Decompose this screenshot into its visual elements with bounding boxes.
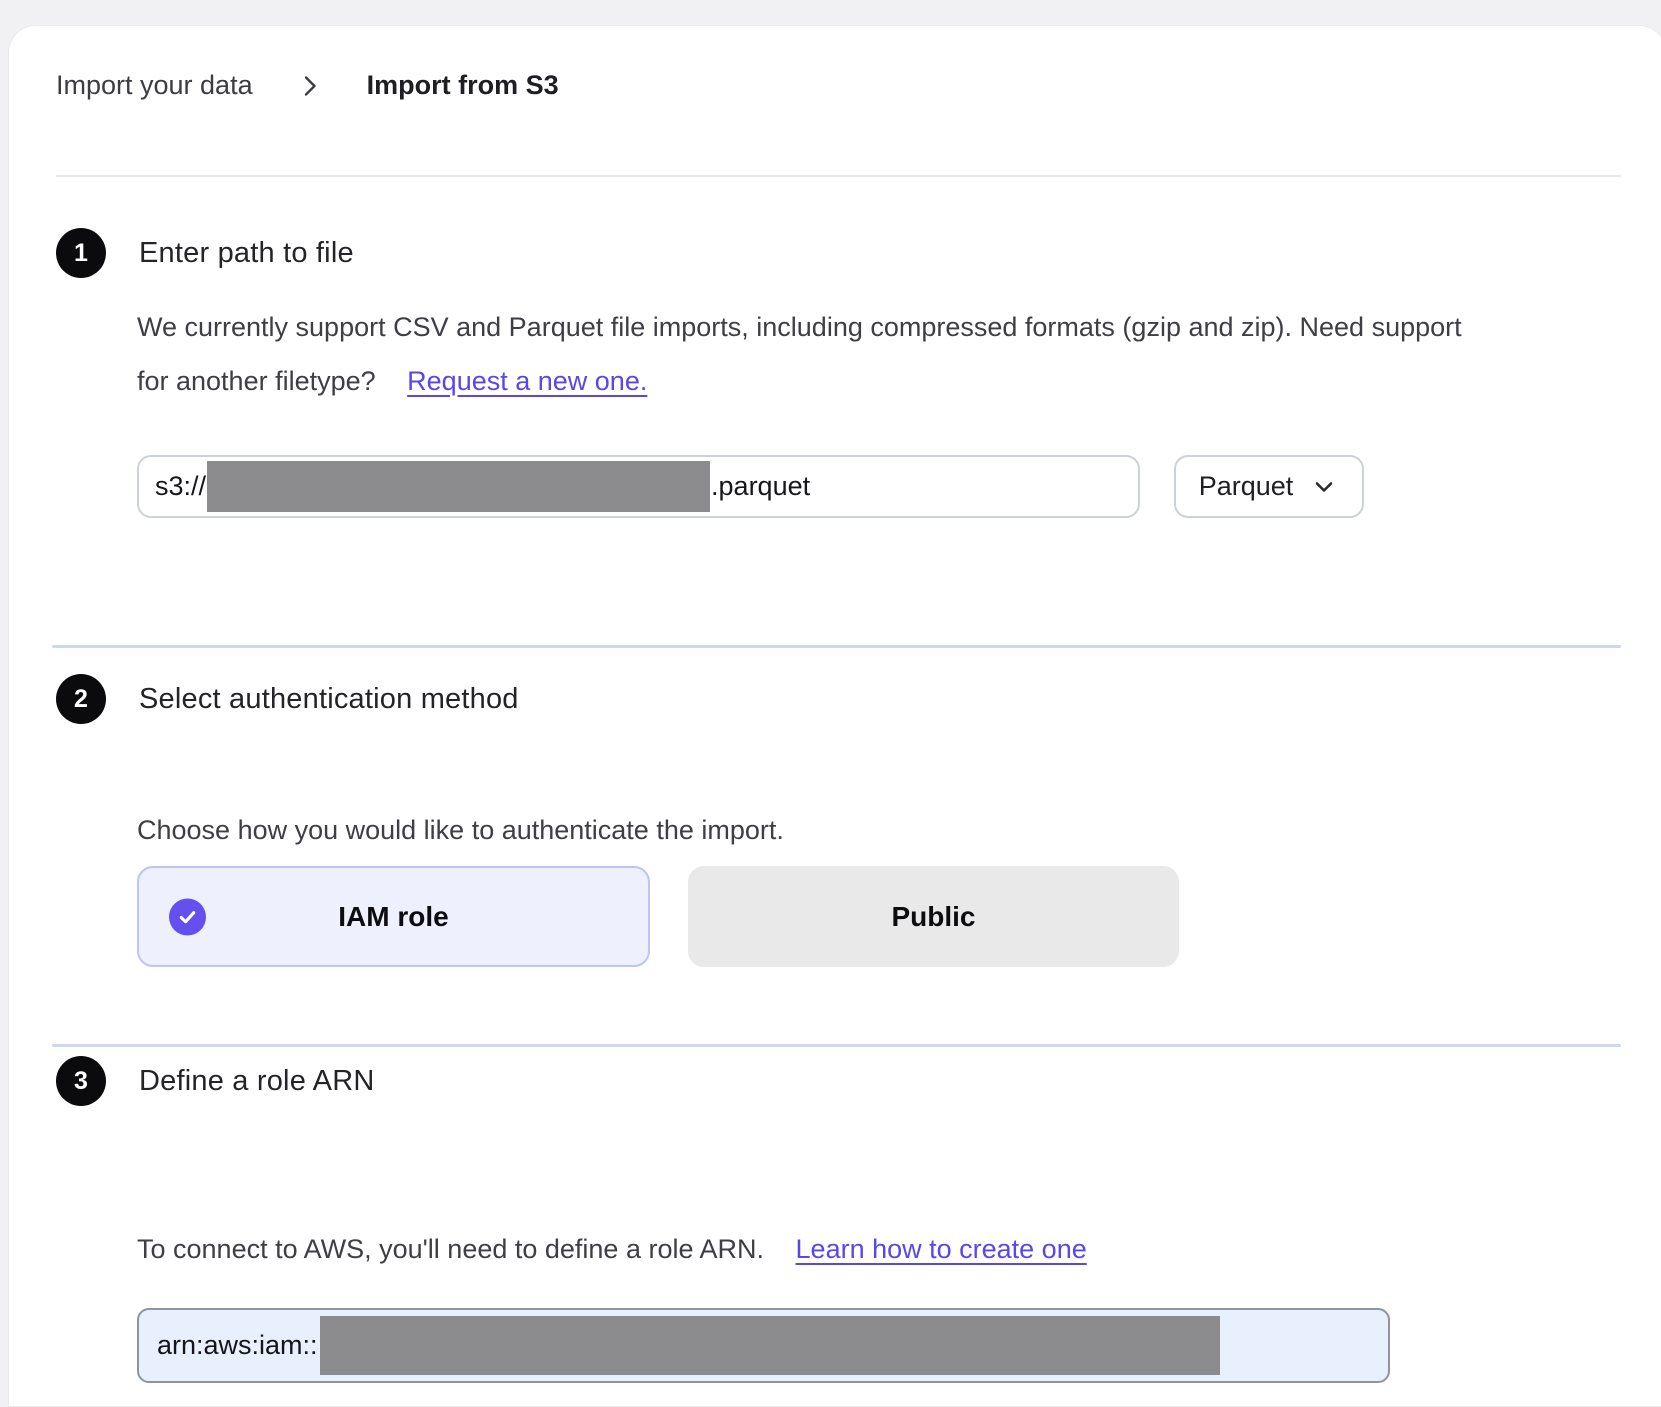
s3-path-suffix: .parquet xyxy=(711,471,811,501)
auth-option-public-label: Public xyxy=(891,900,976,932)
auth-option-iam-role-label: IAM role xyxy=(338,900,449,932)
breadcrumb-divider xyxy=(56,175,1621,177)
step3-header xyxy=(56,1056,375,1106)
step1-description-line2: for another filetype? xyxy=(137,366,376,396)
check-circle-icon xyxy=(169,898,206,935)
chevron-right-icon xyxy=(297,73,323,99)
role-arn-input[interactable] xyxy=(137,1308,1390,1383)
s3-path-prefix: s3:// xyxy=(155,471,207,501)
auth-option-iam-role[interactable] xyxy=(137,866,650,967)
step1-number-badge: 1 xyxy=(56,228,106,278)
learn-how-to-create-one-link[interactable]: Learn how to create one xyxy=(795,1234,1087,1264)
breadcrumb-import-from-s3: Import from S3 xyxy=(366,70,559,100)
step2-description: Choose how you would like to authenticate the import. xyxy=(137,815,784,845)
redaction-block xyxy=(207,461,710,512)
step2-title: Select authentication method xyxy=(139,682,519,715)
auth-method-options xyxy=(137,866,1179,967)
step1-header xyxy=(56,228,354,278)
step3-input-row xyxy=(137,1308,1390,1383)
role-arn-prefix: arn:aws:iam:: xyxy=(157,1330,318,1360)
s3-path-input[interactable] xyxy=(137,455,1140,518)
redaction-block xyxy=(320,1316,1220,1375)
step3-description xyxy=(137,1222,1087,1276)
section-divider xyxy=(52,645,1621,648)
step1-title: Enter path to file xyxy=(139,236,354,269)
file-format-dropdown[interactable] xyxy=(1174,455,1364,518)
chevron-down-icon xyxy=(1309,472,1339,502)
step2-header xyxy=(56,674,519,724)
step1-description xyxy=(137,300,1462,408)
step1-input-row xyxy=(137,455,1364,518)
breadcrumb-import-your-data[interactable]: Import your data xyxy=(56,70,253,100)
breadcrumb xyxy=(56,70,559,101)
step3-title: Define a role ARN xyxy=(139,1064,375,1097)
section-divider xyxy=(52,1044,1621,1047)
step2-number-badge: 2 xyxy=(56,674,106,724)
auth-option-public[interactable] xyxy=(688,866,1179,967)
step3-number-badge: 3 xyxy=(56,1056,106,1106)
file-format-selected: Parquet xyxy=(1198,471,1294,501)
step3-description-text: To connect to AWS, you'll need to define a role ARN. xyxy=(137,1234,765,1264)
request-new-filetype-link[interactable]: Request a new one. xyxy=(407,366,648,396)
step1-description-line1: We currently support CSV and Parquet file imports, including compressed formats (gzip and zip). Need support xyxy=(137,312,1462,342)
